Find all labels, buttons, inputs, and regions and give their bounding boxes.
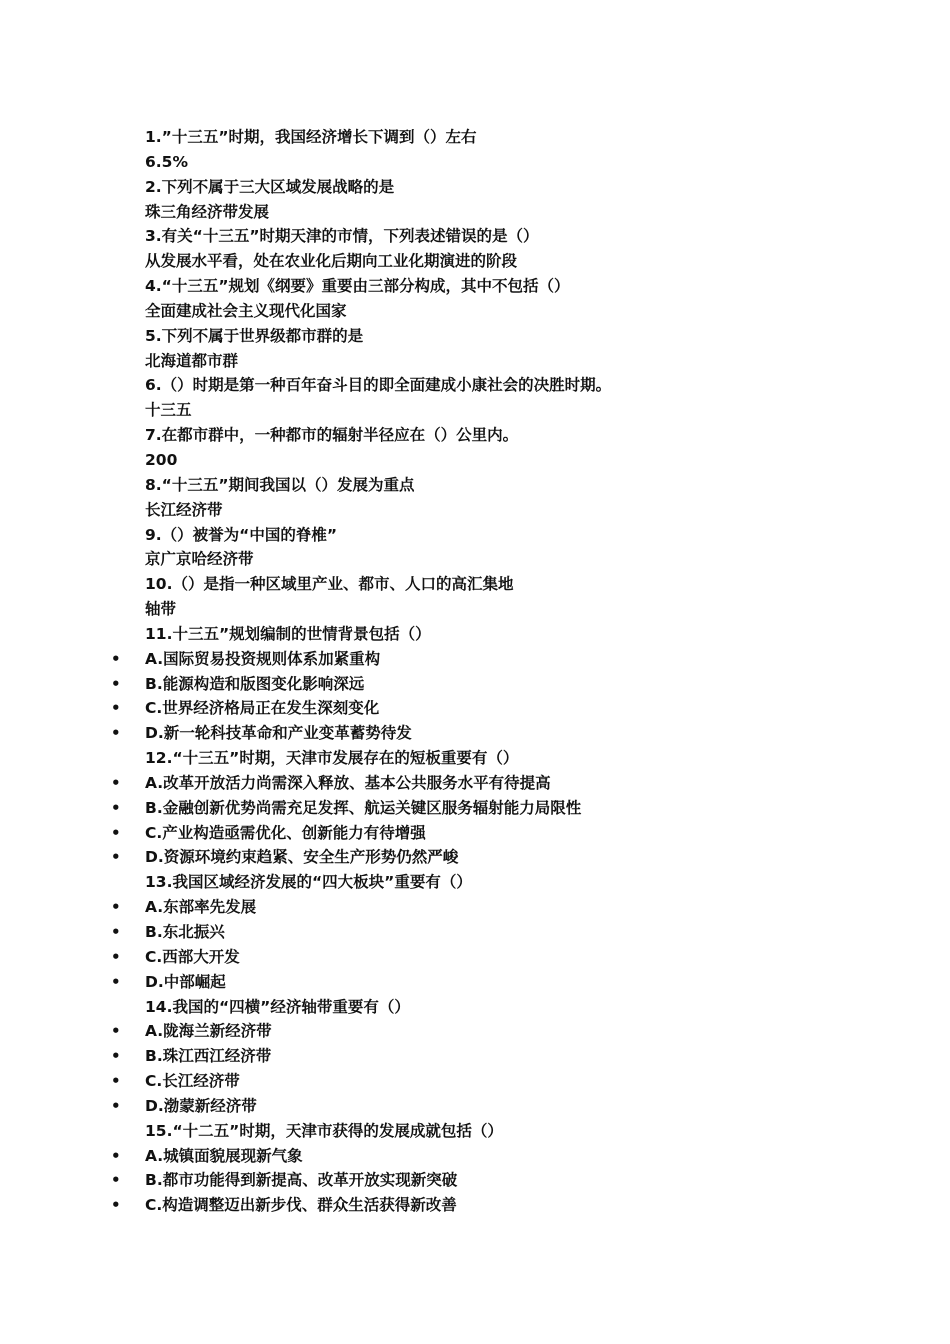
option-text: B.都市功能得到新提高、改革开放实现新突破 xyxy=(145,1171,458,1190)
bullet-icon: • xyxy=(111,674,121,693)
option-text: B.金融创新优势尚需充足发挥、航运关键区服务辐射能力局限性 xyxy=(145,798,582,817)
bullet-icon: • xyxy=(111,898,121,917)
option-text: A.改革开放活力尚需深入释放、基本公共服务水平有待提高 xyxy=(145,773,551,792)
option-item xyxy=(0,945,950,970)
option-text: B.能源构造和版图变化影响深远 xyxy=(145,674,365,693)
option-item xyxy=(0,920,950,945)
question-line: 12.“十三五”时期，天津市发展存在的短板重要有（） xyxy=(145,749,519,768)
option-text: A.东部率先发展 xyxy=(145,898,257,917)
option-text: D.中部崛起 xyxy=(145,972,226,991)
bullet-icon: • xyxy=(111,649,121,668)
option-item xyxy=(0,672,950,697)
answer-line: 长江经济带 xyxy=(145,500,223,519)
option-text: A.陇海兰新经济带 xyxy=(145,1022,272,1041)
option-text: A.国际贸易投资规则体系加紧重构 xyxy=(145,649,381,668)
bullet-icon: • xyxy=(111,923,121,941)
option-item xyxy=(0,696,950,721)
bullet-icon: • xyxy=(111,699,121,718)
question-line: 15.“十二五”时期，天津市获得的发展成就包括（） xyxy=(145,1121,503,1140)
answer-line: 北海道都市群 xyxy=(145,351,239,370)
answer-line: 200 xyxy=(145,450,178,469)
option-text: C.产业构造亟需优化、创新能力有待增强 xyxy=(145,823,426,842)
question-line: 6.（）时期是第一种百年奋斗目的即全面建成小康社会的决胜时期。 xyxy=(145,376,612,395)
bullet-icon: • xyxy=(111,1072,121,1091)
option-item xyxy=(0,1168,950,1193)
bullet-icon: • xyxy=(111,1146,121,1165)
option-item xyxy=(0,970,950,995)
question-line: 7.在都市群中，一种都市的辐射半径应在（）公里内。 xyxy=(145,426,519,445)
bullet-icon: • xyxy=(111,1022,121,1041)
answer-line: 从发展水平看，处在农业化后期向工业化期演进的阶段 xyxy=(145,252,518,271)
bullet-icon: • xyxy=(111,724,121,743)
option-item xyxy=(0,796,950,821)
answer-line: 京广京哈经济带 xyxy=(145,550,254,569)
answer-line: 全面建成社会主义现代化国家 xyxy=(145,301,347,320)
option-item xyxy=(0,1144,950,1169)
option-text: D.渤蒙新经济带 xyxy=(145,1096,257,1115)
bullet-icon: • xyxy=(111,1171,121,1190)
bullet-icon: • xyxy=(111,1047,121,1066)
question-line: 1.”十三五”时期，我国经济增长下调到（）左右 xyxy=(145,128,477,146)
bullet-icon: • xyxy=(111,1096,121,1115)
question-line: 9.（）被誉为“中国的脊椎” xyxy=(145,525,338,544)
answer-line: 6.5% xyxy=(145,152,188,171)
option-item xyxy=(0,1193,950,1218)
answer-line: 轴带 xyxy=(145,600,177,619)
bullet-icon: • xyxy=(111,972,121,991)
option-item xyxy=(0,647,950,672)
option-text: C.西部大开发 xyxy=(145,947,240,966)
option-text: C.构造调整迈出新步伐、群众生活获得新改善 xyxy=(145,1196,457,1215)
option-text: D.资源环境约束趋紧、安全生产形势仍然严峻 xyxy=(145,848,459,867)
answer-line: 珠三角经济带发展 xyxy=(145,202,270,221)
answer-line: 十三五 xyxy=(145,401,192,420)
document-page xyxy=(0,125,950,1218)
question-line: 14.我国的“四横”经济轴带重要有（） xyxy=(145,997,410,1016)
option-item xyxy=(0,845,950,870)
option-item xyxy=(0,1094,950,1119)
bullet-icon: • xyxy=(111,848,121,867)
question-list xyxy=(0,125,950,1218)
question-line: 3.有关“十三五”时期天津的市情，下列表述错误的是（） xyxy=(145,227,539,246)
option-text: C.世界经济格局正在发生深刻变化 xyxy=(145,699,380,718)
option-item xyxy=(0,1069,950,1094)
bullet-icon: • xyxy=(111,1196,121,1215)
option-item xyxy=(0,721,950,746)
question-line: 13.我国区域经济发展的“四大板块”重要有（） xyxy=(145,873,472,892)
question-line: 8.“十三五”期间我国以（）发展为重点 xyxy=(145,475,415,494)
option-text: B.珠江西江经济带 xyxy=(145,1047,272,1066)
option-text: B.东北振兴 xyxy=(145,923,225,941)
option-item xyxy=(0,1019,950,1044)
bullet-icon: • xyxy=(111,823,121,842)
bullet-icon: • xyxy=(111,773,121,792)
option-text: D.新一轮科技革命和产业变革蓄势待发 xyxy=(145,724,412,743)
question-line: 4.“十三五”规划《纲要》重要由三部分构成，其中不包括（） xyxy=(145,277,570,296)
option-item xyxy=(0,1044,950,1069)
question-line: 11.十三五”规划编制的世情背景包括（） xyxy=(145,624,431,643)
option-item xyxy=(0,821,950,846)
bullet-icon: • xyxy=(111,947,121,966)
option-item xyxy=(0,771,950,796)
question-line: 5.下列不属于世界级都市群的是 xyxy=(145,326,364,345)
option-item xyxy=(0,895,950,920)
option-text: C.长江经济带 xyxy=(145,1072,240,1091)
option-text: A.城镇面貌展现新气象 xyxy=(145,1146,303,1165)
question-line: 10.（）是指一种区域里产业、都市、人口的高汇集地 xyxy=(145,575,514,594)
question-line: 2.下列不属于三大区域发展战略的是 xyxy=(145,177,395,196)
bullet-icon: • xyxy=(111,798,121,817)
